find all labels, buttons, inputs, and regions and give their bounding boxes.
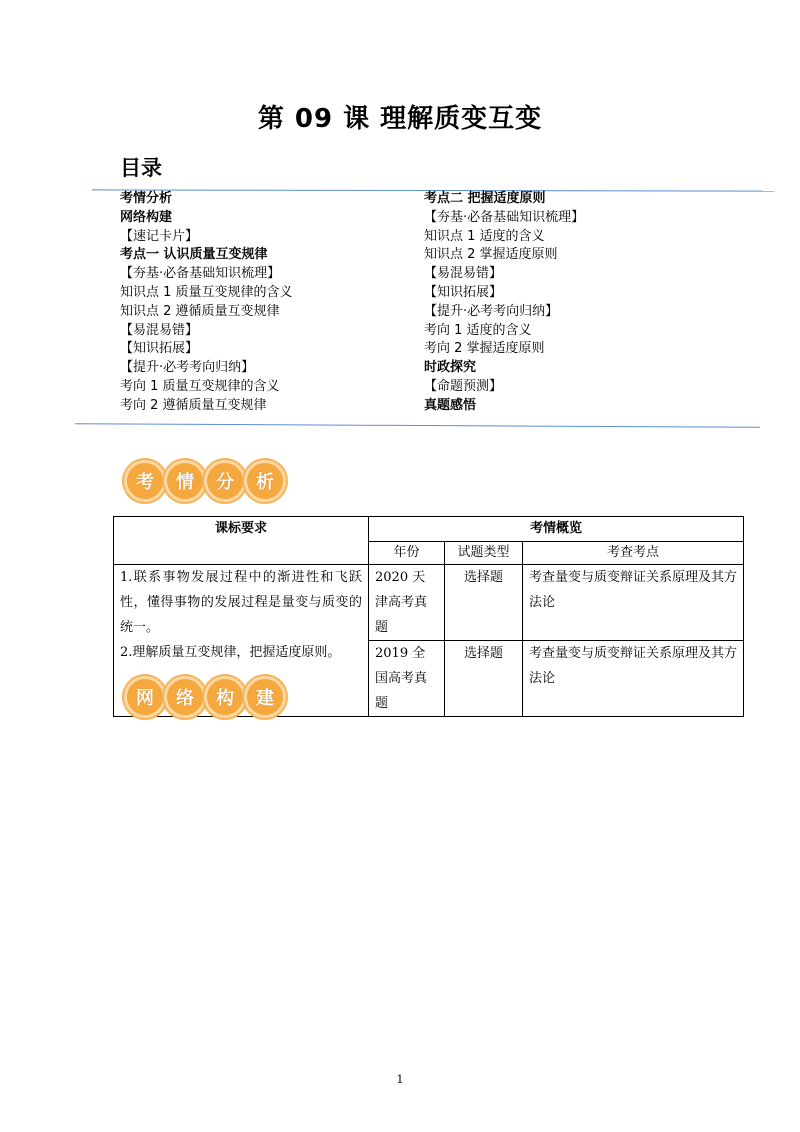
section-badge-wangluo: [124, 676, 284, 718]
subheader-type: 试题类型: [445, 542, 523, 565]
toc-entry[interactable]: 【夯基·必备基础知识梳理】: [120, 266, 281, 282]
toc-left-column: [120, 190, 293, 416]
toc-entry[interactable]: 考向 2 掌握适度原则: [424, 341, 545, 357]
toc-entry[interactable]: 【知识拓展】: [424, 284, 503, 300]
toc-entry[interactable]: 网络构建: [120, 209, 173, 225]
toc-entry[interactable]: 【命题预测】: [424, 378, 503, 394]
toc-entry[interactable]: 考向 1 适度的含义: [424, 322, 532, 338]
toc-entry[interactable]: 考向 2 遵循质量互变规律: [120, 397, 267, 413]
toc-entry[interactable]: 【易混易错】: [120, 322, 199, 338]
toc-entry[interactable]: 知识点 1 适度的含义: [424, 228, 545, 244]
toc-entry[interactable]: 考情分析: [120, 191, 173, 206]
badge-char: 络: [164, 676, 206, 718]
toc-entry[interactable]: 考点二 把握适度原则: [424, 191, 546, 206]
badge-char: 构: [204, 676, 246, 718]
badge-char: 分: [204, 460, 246, 502]
toc-entry[interactable]: 时政探究: [424, 360, 477, 376]
toc-entry[interactable]: 【速记卡片】: [120, 228, 199, 244]
section-badge-kaoqing: [124, 460, 284, 502]
toc-entry[interactable]: 真题感悟: [424, 397, 477, 413]
toc-heading: 目录: [120, 156, 162, 180]
row2-type: 选择题: [445, 641, 523, 717]
toc-entry[interactable]: 考点一 认识质量互变规律: [120, 247, 268, 263]
header-requirements: 课标要求: [114, 517, 369, 565]
subheader-point: 考查考点: [523, 542, 744, 565]
toc-entry[interactable]: 【知识拓展】: [120, 341, 199, 357]
row1-point: 考查量变与质变辩证关系原理及其方法论: [523, 565, 744, 641]
toc-bottom-rule: [75, 423, 760, 428]
requirements-cell: 1.联系事物发展过程中的渐进性和飞跃性，懂得事物的发展过程是量变与质变的统一。 2.理解质量互变规律，把握适度原则。: [114, 565, 369, 717]
toc-entry[interactable]: 【提升·必考考向归纳】: [424, 303, 559, 319]
toc-entry[interactable]: 知识点 2 遵循质量互变规律: [120, 303, 280, 319]
badge-char: 建: [244, 676, 286, 718]
toc-entry[interactable]: 【提升·必考考向归纳】: [120, 360, 255, 376]
toc-entry[interactable]: 考向 1 质量互变规律的含义: [120, 378, 280, 394]
toc-entry[interactable]: 知识点 2 掌握适度原则: [424, 247, 558, 263]
row2-year: 2019 全国高考真题: [369, 641, 445, 717]
toc-right-column: [424, 190, 584, 416]
subheader-year: 年份: [369, 542, 445, 565]
row1-type: 选择题: [445, 565, 523, 641]
badge-char: 网: [124, 676, 166, 718]
badge-char: 情: [164, 460, 206, 502]
row1-year: 2020 天津高考真题: [369, 565, 445, 641]
toc-entry[interactable]: 知识点 1 质量互变规律的含义: [120, 284, 293, 300]
row2-point: 考查量变与质变辩证关系原理及其方法论: [523, 641, 744, 717]
badge-char: 考: [124, 460, 166, 502]
page-title: 第 09 课 理解质变互变: [257, 104, 543, 134]
toc-entry[interactable]: 【夯基·必备基础知识梳理】: [424, 209, 585, 225]
toc-entry[interactable]: 【易混易错】: [424, 266, 503, 282]
header-overview: 考情概览: [369, 517, 744, 542]
badge-char: 析: [244, 460, 286, 502]
page-number: 1: [396, 1073, 404, 1086]
